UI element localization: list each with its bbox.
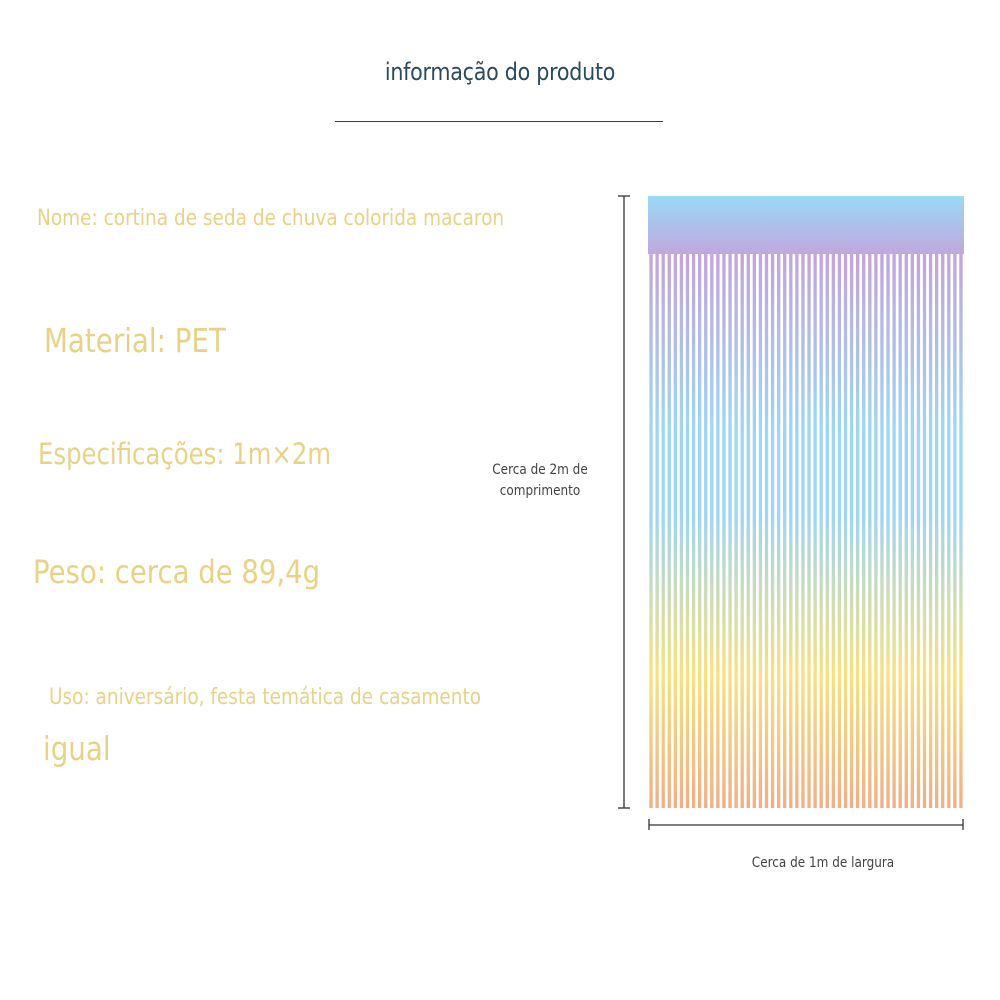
curtain-strand xyxy=(959,254,962,808)
curtain-strand xyxy=(826,254,829,808)
spec-weight: Peso: cerca de 89,4g xyxy=(33,553,321,591)
curtain-strand xyxy=(935,254,938,808)
curtain-header-band xyxy=(648,196,964,254)
curtain-strand xyxy=(686,254,689,808)
spec-use-continuation: igual xyxy=(43,729,111,768)
length-dimension-label: Cerca de 2m de comprimento xyxy=(492,462,588,499)
curtain-strand xyxy=(923,254,926,808)
curtain-strand xyxy=(680,254,683,808)
title-underline xyxy=(335,121,663,122)
curtain-strand xyxy=(783,254,786,808)
curtain-strand xyxy=(716,254,719,808)
curtain-strand xyxy=(668,254,671,808)
curtain-strand xyxy=(747,254,750,808)
curtain-strand xyxy=(917,254,920,808)
curtain-strand xyxy=(880,254,883,808)
curtain-strand xyxy=(807,254,810,808)
curtain-strand xyxy=(777,254,780,808)
curtain-strand xyxy=(838,254,841,808)
spec-use: Uso: aniversário, festa temática de casamento xyxy=(49,685,482,710)
curtain-strand xyxy=(741,254,744,808)
curtain-strand xyxy=(674,254,677,808)
curtain-strand xyxy=(759,254,762,808)
page-title: informação do produto xyxy=(384,58,616,86)
curtain-strand xyxy=(844,254,847,808)
spec-name: Nome: cortina de seda de chuva colorida macaron xyxy=(37,206,505,231)
spec-material: Material: PET xyxy=(44,321,226,360)
curtain-strand xyxy=(905,254,908,808)
curtain-strand xyxy=(929,254,932,808)
curtain-strand xyxy=(801,254,804,808)
curtain-strand xyxy=(953,254,956,808)
spec-specifications: Especificações: 1m×2m xyxy=(38,437,332,471)
curtain-strand xyxy=(941,254,944,808)
length-dimension-line xyxy=(618,196,630,808)
curtain-strand xyxy=(886,254,889,808)
curtain-strand xyxy=(892,254,895,808)
curtain-strand xyxy=(734,254,737,808)
width-dimension-line xyxy=(649,819,963,830)
curtain-strand xyxy=(765,254,768,808)
curtain-strand xyxy=(710,254,713,808)
curtain-strand xyxy=(722,254,725,808)
curtain-strand xyxy=(795,254,798,808)
curtain-strand xyxy=(856,254,859,808)
curtain-strand xyxy=(947,254,950,808)
curtain-strand xyxy=(868,254,871,808)
curtain-strand xyxy=(655,254,658,808)
curtain-strand xyxy=(862,254,865,808)
curtain-strand xyxy=(911,254,914,808)
curtain-strands xyxy=(649,254,962,808)
curtain-strand xyxy=(728,254,731,808)
curtain-strand xyxy=(698,254,701,808)
curtain-strand xyxy=(771,254,774,808)
curtain-strand xyxy=(832,254,835,808)
curtain-strand xyxy=(753,254,756,808)
width-dimension-label: Cerca de 1m de largura xyxy=(751,855,895,871)
curtain-strand xyxy=(789,254,792,808)
curtain-strand xyxy=(820,254,823,808)
curtain-strand xyxy=(874,254,877,808)
curtain-strand xyxy=(899,254,902,808)
curtain-strand xyxy=(704,254,707,808)
curtain-strand xyxy=(662,254,665,808)
curtain-strand xyxy=(692,254,695,808)
curtain-strand xyxy=(813,254,816,808)
curtain-strand xyxy=(850,254,853,808)
curtain-illustration xyxy=(610,190,980,830)
curtain-strand xyxy=(649,254,652,808)
